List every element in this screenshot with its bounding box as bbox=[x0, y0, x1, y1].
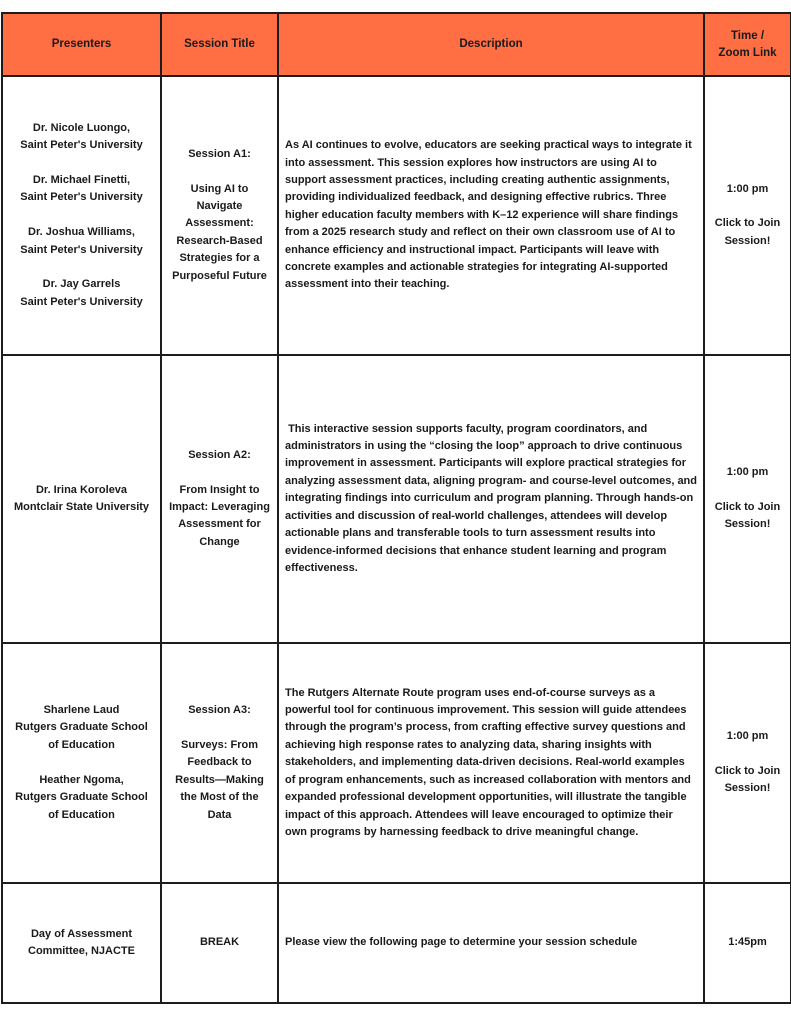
presenter-affiliation: Montclair State University bbox=[13, 501, 150, 513]
table-row bbox=[2, 355, 791, 643]
presenter-name: Sharlene Laud bbox=[43, 704, 120, 717]
presenter-name: Dr. Irina Koroleva bbox=[35, 483, 128, 496]
table-row bbox=[2, 76, 791, 355]
session-title-cell bbox=[161, 355, 278, 643]
description-cell: This interactive session supports faculty, program coordinators, and administrators in using the “closing the loop” approach to drive continuous improvement in assessment. Participants will explore practical strategies for analyzing assessment data, aligning program- and course-level outcomes, and integrating findings into curriculum and program planning. Through hands-on activities and discussion of real-world challenges, attendees will develop actionable plans and transferable tools to turn assessment results into evidence-informed decisions that enhance student learning and program effectiveness. bbox=[278, 355, 704, 643]
header-time-label: Time / bbox=[730, 29, 765, 42]
header-zoom-link-label: Zoom Link bbox=[718, 46, 777, 59]
join-session-link[interactable]: Click to Join Session! bbox=[714, 764, 781, 795]
session-time: 1:00 pm bbox=[726, 466, 769, 479]
presenter-affiliation: Rutgers Graduate School of Education bbox=[15, 791, 148, 821]
session-label: Session A3: bbox=[188, 704, 251, 717]
presenter-name: Heather Ngoma, bbox=[39, 773, 124, 786]
session-title: Surveys: From Feedback to Results—Making the Most of the Data bbox=[175, 738, 264, 821]
presenter-affiliation: Saint Peter's University bbox=[20, 295, 143, 308]
header-presenters: Presenters bbox=[2, 13, 161, 76]
presenters-cell bbox=[2, 76, 161, 355]
presenter-name: Dr. Michael Finetti, bbox=[32, 173, 131, 186]
description-cell: Please view the following page to determine your session schedule bbox=[278, 883, 704, 1003]
presenter-affiliation: Saint Peter's University bbox=[20, 139, 143, 152]
header-description: Description bbox=[278, 13, 704, 76]
description-cell: As AI continues to evolve, educators are seeking practical ways to integrate it into assessment. This session explores how instructors are using AI to support assessment practices, including creating authentic assignments, providing individualized feedback, and designing effective rubrics. Three higher education faculty members with K–12 experience will share findings from a 2025 research study and reflect on their own classroom use of AI to enhance efficiency and instructional impact. Participants will leave with concrete examples and actionable strategies for integrating AI-supported assessment into their teaching. bbox=[278, 76, 704, 355]
table-row bbox=[2, 643, 791, 883]
presenter-name: Dr. Joshua Williams, bbox=[28, 226, 135, 239]
presenter-affiliation: Rutgers Graduate School of Education bbox=[15, 721, 148, 751]
time-cell bbox=[704, 76, 791, 355]
join-session-link[interactable]: Click to Join Session! bbox=[714, 217, 781, 247]
table-header bbox=[2, 13, 791, 76]
header-time-zoom-link bbox=[704, 13, 791, 76]
time-cell bbox=[704, 355, 791, 643]
presenter-name: Dr. Nicole Luongo, bbox=[32, 121, 131, 134]
session-title-cell bbox=[161, 643, 278, 883]
presenters-cell bbox=[2, 355, 161, 643]
session-schedule-table bbox=[1, 12, 791, 1004]
presenter-affiliation: Saint Peter's University bbox=[20, 191, 143, 204]
presenters-cell bbox=[2, 643, 161, 883]
header-session-title: Session Title bbox=[161, 13, 278, 76]
session-label: Session A1: bbox=[188, 147, 251, 160]
session-label: Session A2: bbox=[188, 448, 251, 461]
session-title-cell: BREAK bbox=[161, 883, 278, 1003]
session-title: Using AI to Navigate Assessment: Research-Based Strategies for a Purposeful Future bbox=[172, 182, 267, 282]
presenter-name: Dr. Jay Garrels bbox=[42, 278, 121, 291]
join-session-link[interactable]: Click to Join Session! bbox=[714, 500, 781, 531]
session-time: 1:00 pm bbox=[726, 182, 769, 195]
session-time: 1:00 pm bbox=[726, 730, 769, 743]
time-cell bbox=[704, 643, 791, 883]
session-title: From Insight to Impact: Leveraging Assessment for Change bbox=[169, 483, 270, 548]
session-title-cell bbox=[161, 76, 278, 355]
table-row-break bbox=[2, 883, 791, 1003]
presenters-cell: Day of Assessment Committee, NJACTE bbox=[2, 883, 161, 1003]
time-cell: 1:45pm bbox=[704, 883, 791, 1003]
presenter-affiliation: Saint Peter's University bbox=[20, 243, 143, 256]
description-cell: The Rutgers Alternate Route program uses end-of-course surveys as a powerful tool for continuous improvement. This session will guide attendees through the program’s process, from crafting effective survey questions and achieving high response rates to analyzing data, sharing insights with stakeholders, and implementing data-driven decisions. Real-world examples of program enhancements, such as increased collaboration with mentors and expanded professional development opportunities, will illustrate the tangible impact of this approach. Attendees will leave encouraged to optimize their own programs by harnessing feedback to drive meaningful change. bbox=[278, 643, 704, 883]
